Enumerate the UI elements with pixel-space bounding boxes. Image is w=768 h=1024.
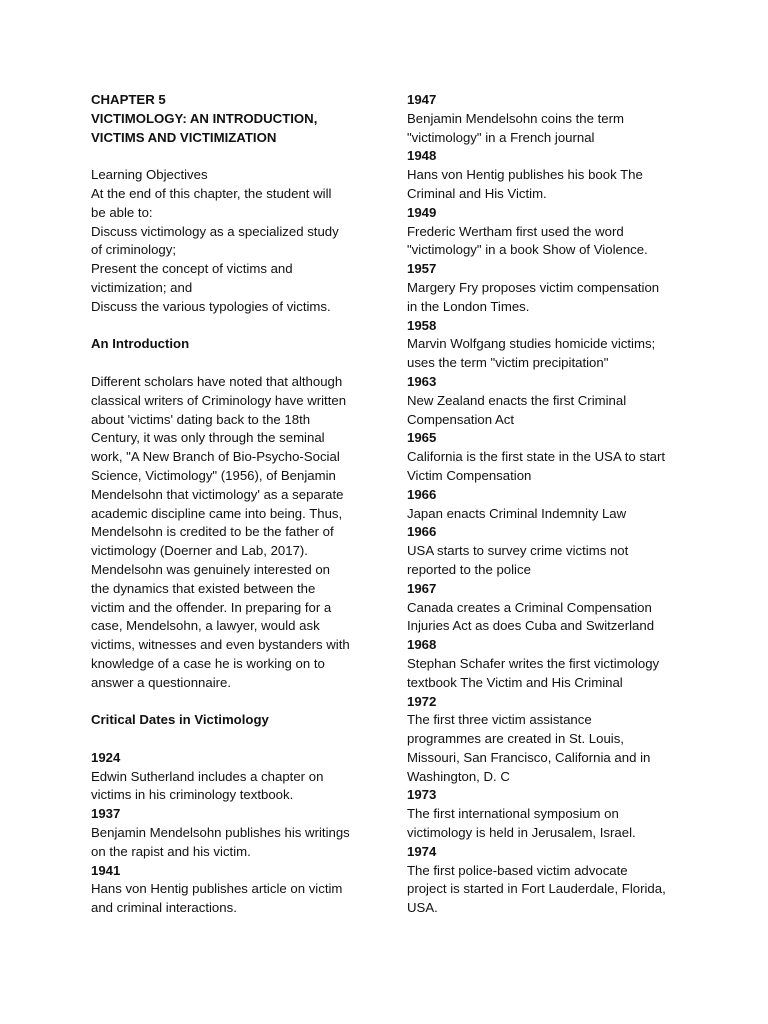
timeline-text: Criminal and His Victim. — [407, 185, 547, 201]
timeline-entry — [407, 486, 689, 524]
timeline-text: Injuries Act as does Cuba and Switzerland — [407, 618, 655, 634]
timeline-text: Benjamin Mendelsohn publishes his writings — [91, 825, 350, 841]
timeline-text: USA. — [407, 900, 438, 916]
timeline-entry — [407, 636, 689, 692]
intro-line: case, Mendelsohn, a lawyer, would ask — [91, 618, 320, 634]
objectives-text — [91, 185, 373, 317]
timeline-year: 1966 — [407, 486, 437, 502]
timeline-text: Canada creates a Criminal Compensation — [407, 599, 652, 615]
intro-line: about 'victims' dating back to the 18th — [91, 411, 311, 427]
timeline-entry — [407, 147, 689, 203]
timeline-text: Hans von Hentig publishes his book The — [407, 167, 643, 183]
timeline-text: victims in his criminology textbook. — [91, 787, 294, 803]
timeline-text: and criminal interactions. — [91, 900, 237, 916]
timeline-year: 1973 — [407, 787, 437, 803]
timeline-entry — [407, 523, 689, 579]
timeline-text: Compensation Act — [407, 411, 515, 427]
timeline-year: 1974 — [407, 843, 437, 859]
timeline-text: Benjamin Mendelsohn coins the term — [407, 110, 624, 126]
timeline-entry — [407, 693, 689, 787]
timeline-text: Margery Fry proposes victim compensation — [407, 279, 660, 295]
timeline-text: Hans von Hentig publishes article on victim — [91, 881, 343, 897]
timeline-entry — [407, 843, 689, 918]
timeline-entry — [407, 260, 689, 316]
timeline-text: California is the first state in the USA to start — [407, 449, 665, 465]
timeline-text: The first police-based victim advocate — [407, 862, 628, 878]
spacer — [91, 317, 373, 336]
chapter-label: CHAPTER 5 — [91, 92, 166, 107]
chapter-title-line-1: VICTIMOLOGY: AN INTRODUCTION, — [91, 110, 318, 126]
timeline-text: Marvin Wolfgang studies homicide victims; — [407, 336, 656, 352]
objectives-line: Present the concept of victims and — [91, 261, 293, 277]
timeline-year: 1958 — [407, 317, 437, 333]
intro-line: victim and the offender. In preparing for a — [91, 599, 332, 615]
timeline-entry — [407, 786, 689, 842]
intro-paragraph — [91, 373, 373, 693]
intro-line: victimology (Doerner and Lab, 2017). — [91, 543, 308, 559]
spacer — [91, 147, 373, 166]
right-column — [407, 91, 689, 918]
timeline-text: Victim Compensation — [407, 467, 532, 483]
timeline-entry — [91, 749, 373, 805]
timeline-text: Washington, D. C — [407, 768, 510, 784]
intro-line: Mendelsohn is credited to be the father of — [91, 524, 334, 540]
objectives-line: of criminology; — [91, 242, 177, 258]
intro-line: knowledge of a case he is working on to — [91, 655, 325, 671]
timeline-text: New Zealand enacts the first Criminal — [407, 392, 627, 408]
timeline-text: reported to the police — [407, 561, 531, 577]
timeline-text: Edwin Sutherland includes a chapter on — [91, 768, 324, 784]
left-column — [91, 91, 373, 918]
timeline-text: uses the term "victim precipitation" — [407, 355, 609, 371]
timeline-entry — [407, 373, 689, 429]
chapter-title-line-2: VICTIMS AND VICTIMIZATION — [91, 129, 277, 145]
timeline-year: 1967 — [407, 580, 437, 596]
intro-line: academic discipline came into being. Thus, — [91, 505, 343, 521]
spacer — [91, 730, 373, 749]
critical-dates-heading: Critical Dates in Victimology — [91, 712, 269, 728]
timeline-year: 1941 — [91, 862, 121, 878]
timeline-entry — [407, 91, 689, 147]
timeline-text: The first international symposium on — [407, 806, 619, 822]
timeline-text: "victimology" in a book Show of Violence. — [407, 242, 648, 258]
objectives-line: Discuss victimology as a specialized study — [91, 223, 339, 239]
intro-line: the dynamics that existed between the — [91, 580, 316, 596]
timeline-text: Frederic Wertham first used the word — [407, 223, 624, 239]
timeline-text: victimology is held in Jerusalem, Israel. — [407, 825, 636, 841]
timeline-year: 1972 — [407, 693, 437, 709]
intro-line: Science, Victimology" (1956), of Benjamin — [91, 467, 336, 483]
timeline-entry — [407, 429, 689, 485]
timeline-text: Japan enacts Criminal Indemnity Law — [407, 505, 627, 521]
intro-line: Mendelsohn that victimology' as a separate — [91, 486, 344, 502]
timeline-text: in the London Times. — [407, 298, 530, 314]
timeline-year: 1963 — [407, 373, 437, 389]
timeline-year: 1924 — [91, 749, 121, 765]
timeline-year: 1957 — [407, 261, 437, 277]
intro-line: classical writers of Criminology have written — [91, 392, 347, 408]
timeline-entry — [407, 204, 689, 260]
timeline-entry — [91, 862, 373, 918]
intro-line: Mendelsohn was genuinely interested on — [91, 561, 330, 577]
intro-line: Different scholars have noted that although — [91, 373, 343, 389]
timeline-year: 1965 — [407, 430, 437, 446]
timeline-year: 1948 — [407, 148, 437, 164]
objectives-line: be able to: — [91, 204, 153, 220]
objectives-heading: Learning Objectives — [91, 167, 208, 183]
timeline-entry — [91, 805, 373, 861]
timeline-year: 1947 — [407, 92, 437, 107]
timeline-text: The first three victim assistance — [407, 712, 592, 728]
timeline-text: textbook The Victim and His Criminal — [407, 674, 623, 690]
objectives-line: At the end of this chapter, the student will — [91, 185, 332, 201]
timeline-text: Missouri, San Francisco, California and in — [407, 749, 651, 765]
spacer — [91, 354, 373, 373]
spacer — [91, 693, 373, 712]
timeline-year: 1966 — [407, 524, 437, 540]
objectives-line: victimization; and — [91, 279, 193, 295]
timeline-text: "victimology" in a French journal — [407, 129, 595, 145]
timeline-text: programmes are created in St. Louis, — [407, 731, 624, 747]
intro-line: work, "A New Branch of Bio-Psycho-Social — [91, 449, 340, 465]
intro-line: victims, witnesses and even bystanders with — [91, 637, 350, 653]
intro-line: answer a questionnaire. — [91, 674, 232, 690]
timeline-entry — [407, 580, 689, 636]
timeline-year: 1937 — [91, 806, 121, 822]
timeline-year: 1968 — [407, 637, 437, 653]
timeline-text: project is started in Fort Lauderdale, Florida, — [407, 881, 666, 897]
timeline-entry — [407, 317, 689, 373]
objectives-line: Discuss the various typologies of victims. — [91, 298, 331, 314]
timeline-text: Stephan Schafer writes the first victimology — [407, 655, 660, 671]
timeline-text: on the rapist and his victim. — [91, 843, 251, 859]
intro-line: Century, it was only through the seminal — [91, 430, 325, 446]
timeline-text: USA starts to survey crime victims not — [407, 543, 629, 559]
intro-heading: An Introduction — [91, 336, 190, 352]
timeline-year: 1949 — [407, 204, 437, 220]
